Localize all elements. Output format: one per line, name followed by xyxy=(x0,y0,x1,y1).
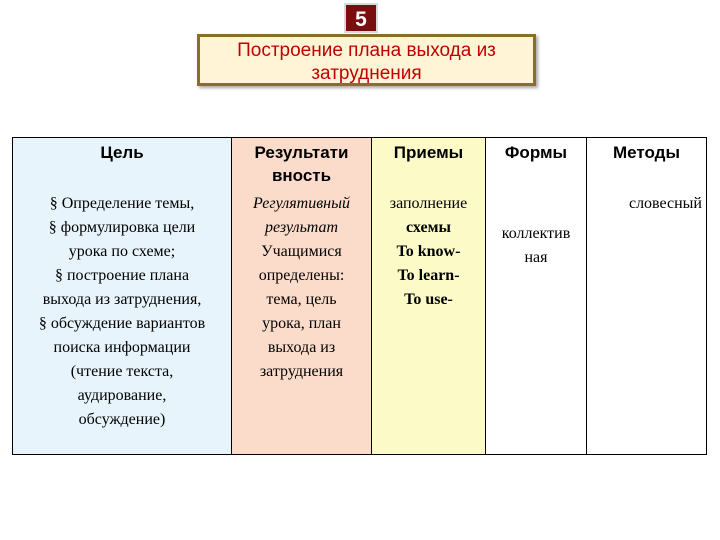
forms-header xyxy=(486,141,586,164)
forms-column xyxy=(486,138,587,454)
goal-line: § Определение темы, xyxy=(49,195,195,212)
forms-line: коллектив xyxy=(501,225,571,242)
forms-cell xyxy=(486,222,586,270)
slide-title-line-1: Построение плана выхода из xyxy=(237,40,496,61)
techniques-cell xyxy=(372,192,485,312)
goal-line: аудирование, xyxy=(77,387,167,404)
slide-number-badge: 5 xyxy=(344,3,378,33)
goal-line: урока по схеме; xyxy=(68,243,176,260)
goal-line: § формулировка цели xyxy=(48,219,196,236)
goal-header-line: Цель xyxy=(100,143,144,162)
result-line: выхода из xyxy=(267,339,336,356)
methods-header-line: Методы xyxy=(613,143,680,162)
goal-line: поиска информации xyxy=(53,339,191,356)
lesson-plan-table xyxy=(12,137,707,455)
result-line: результат xyxy=(264,219,339,236)
result-line: определены: xyxy=(258,267,345,284)
result-cell xyxy=(232,192,371,384)
result-line: Учащимися xyxy=(261,243,342,260)
slide-title-line-2: затруднения xyxy=(311,63,422,84)
result-header-line-2: вность xyxy=(271,166,332,185)
forms-header-line: Формы xyxy=(504,143,568,162)
techniques-column xyxy=(372,138,486,454)
methods-line: словесный xyxy=(628,195,702,212)
slide-title-box xyxy=(197,34,536,86)
forms-line: ная xyxy=(524,249,548,266)
techniques-line: To learn- xyxy=(397,267,460,284)
result-line: тема, цель xyxy=(266,291,337,308)
techniques-header xyxy=(372,141,485,164)
techniques-line: To know- xyxy=(396,243,461,260)
goal-line: выхода из затруднения, xyxy=(42,291,202,308)
techniques-line: To use- xyxy=(404,291,453,308)
goal-cell xyxy=(13,192,231,432)
methods-column xyxy=(587,138,706,454)
methods-header xyxy=(587,141,706,164)
goal-line: § построение плана xyxy=(54,267,190,284)
goal-line: (чтение текста, xyxy=(70,363,174,380)
result-line: затруднения xyxy=(259,363,344,380)
goal-line: обсуждение) xyxy=(78,411,166,428)
goal-line: § обсуждение вариантов xyxy=(38,315,206,332)
goal-column xyxy=(13,138,232,454)
goal-header xyxy=(13,141,231,164)
result-header xyxy=(232,141,371,187)
techniques-header-line: Приемы xyxy=(393,143,464,162)
techniques-line: схемы xyxy=(406,219,451,236)
result-line: Регулятивный xyxy=(253,195,350,212)
result-header-line-1: Результати xyxy=(254,143,349,162)
methods-cell xyxy=(587,192,702,216)
techniques-line: заполнение xyxy=(389,195,468,212)
result-line: урока, план xyxy=(262,315,341,332)
result-column xyxy=(232,138,372,454)
